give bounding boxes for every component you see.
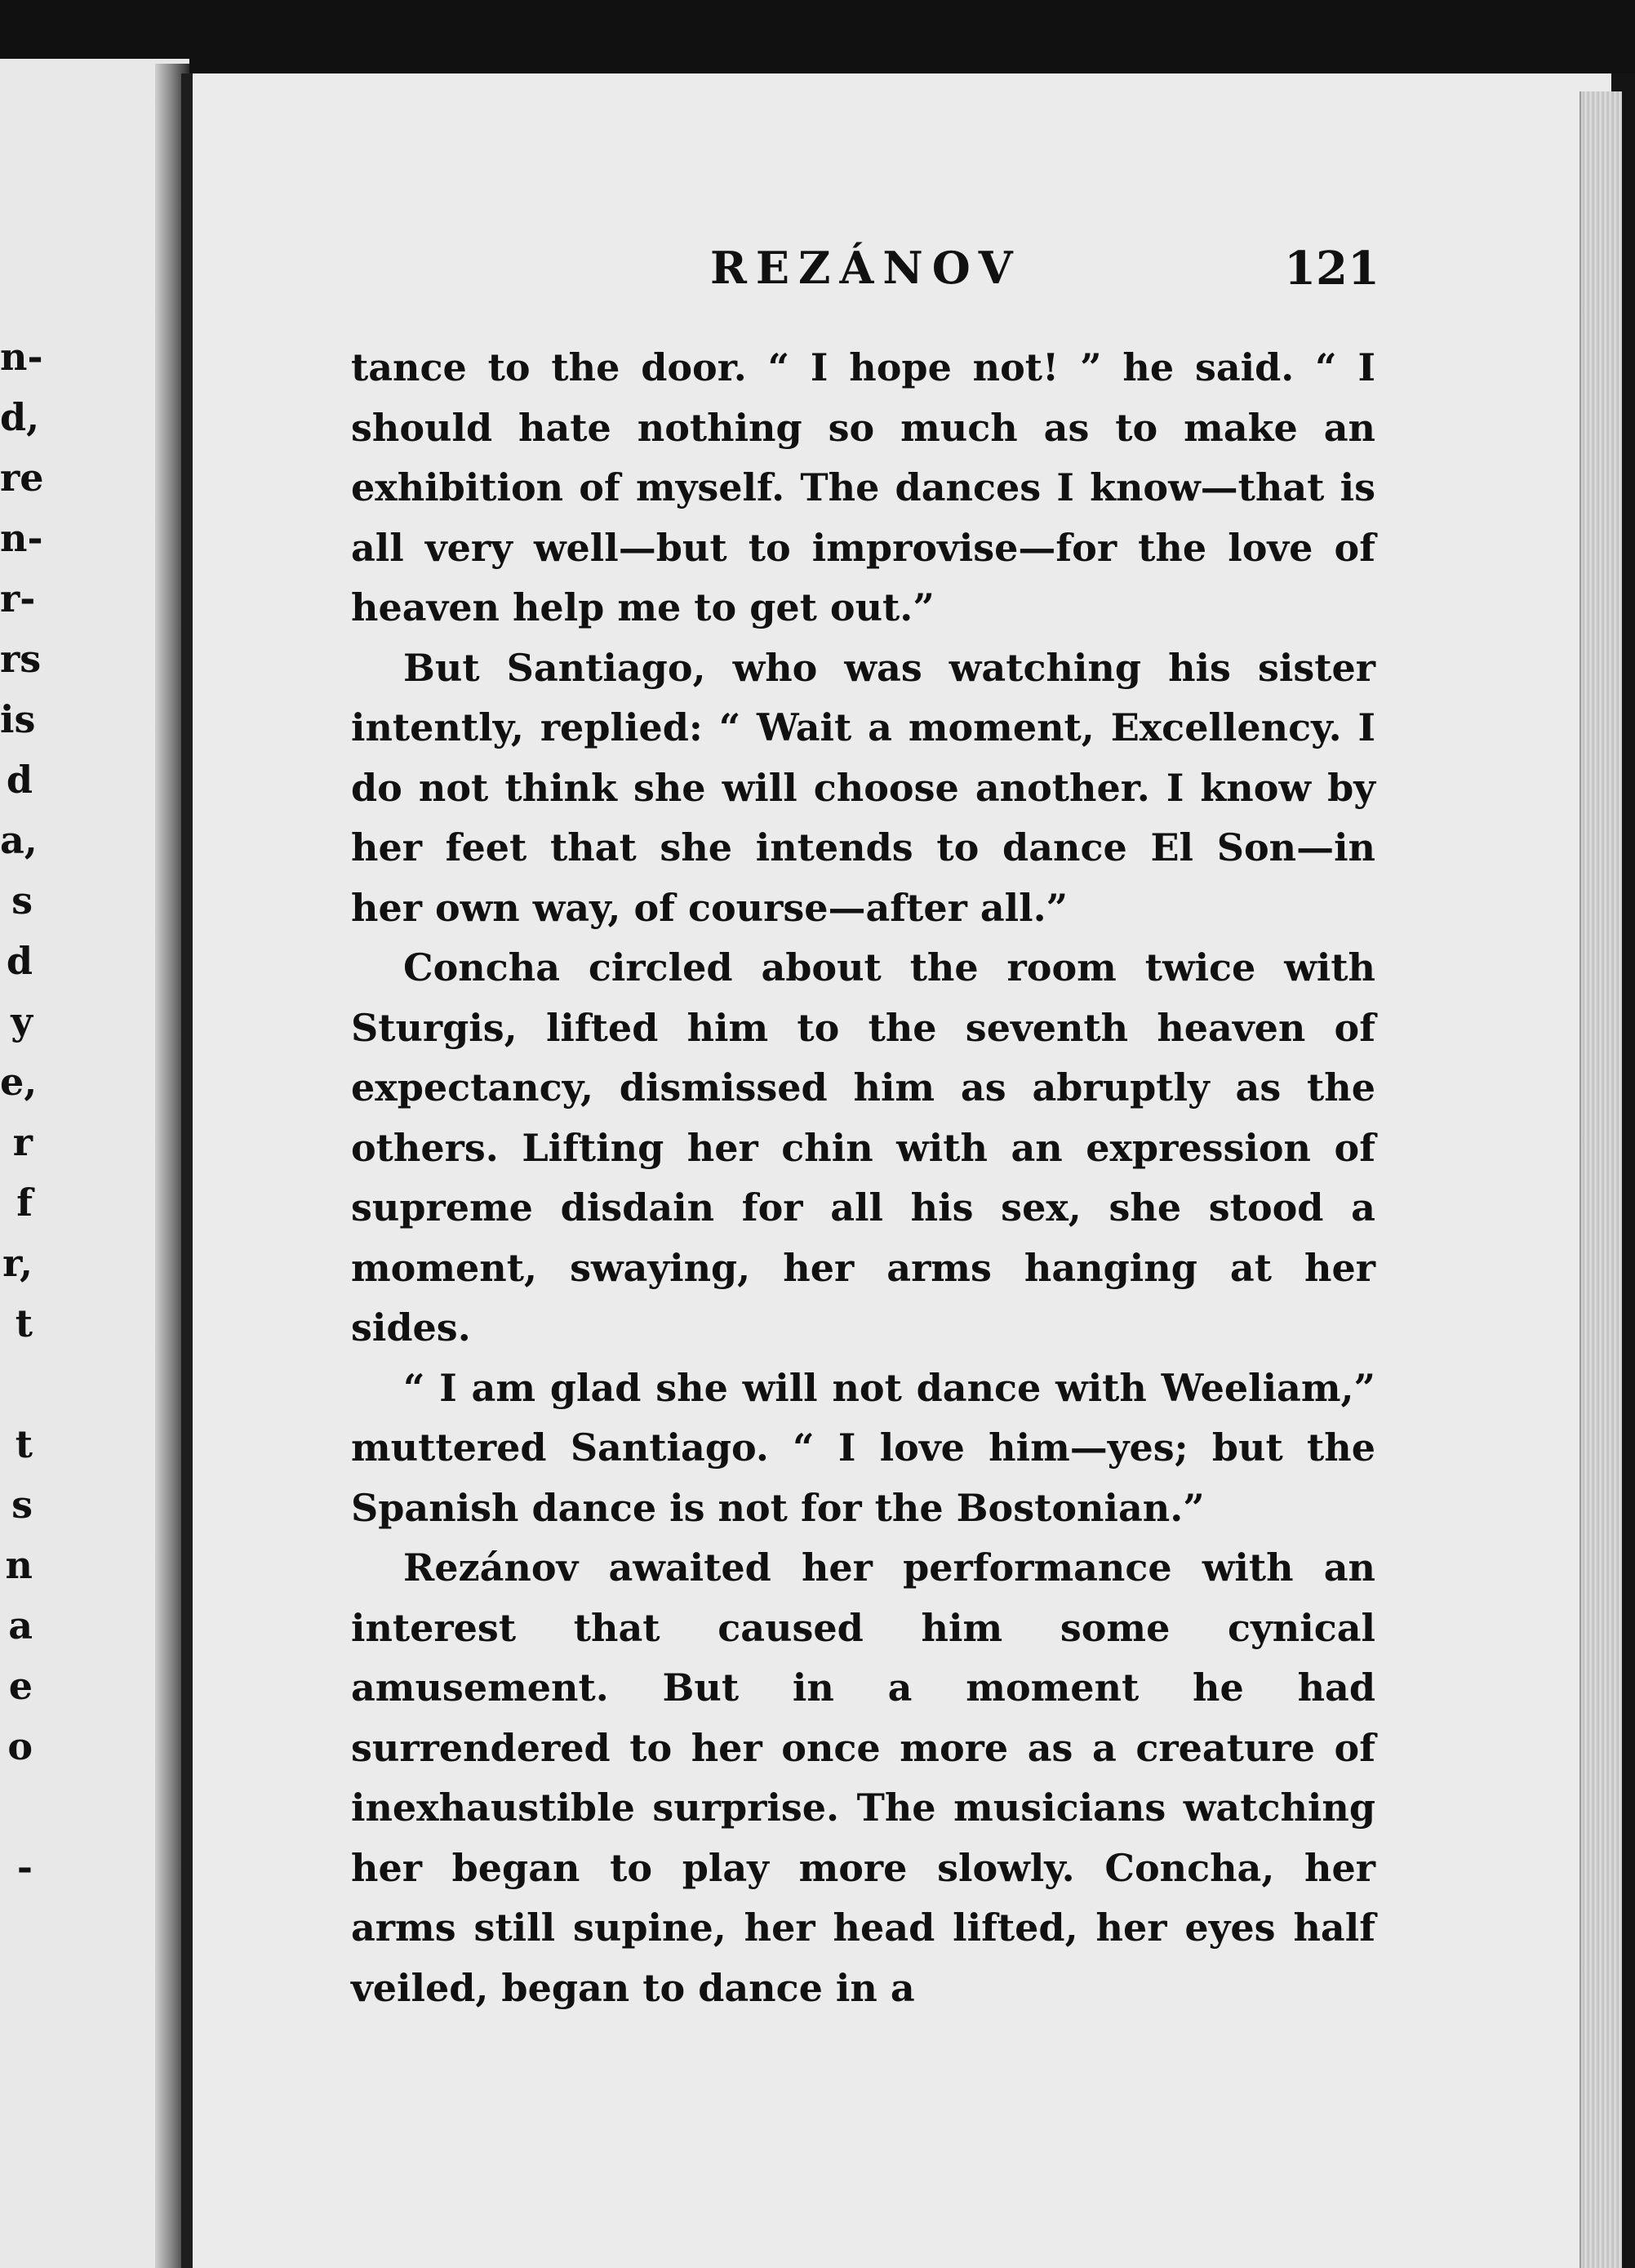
left-page-fragment: is (0, 697, 36, 741)
paragraph: But Santiago, who was watching his sister intently, replied: “ Wait a moment, Excellency. I do not think she will choose another. I know by her feet that she intends to dance El Son—in her own way, of course—after all.” (351, 645, 1375, 930)
left-page-fragment: - (16, 1845, 33, 1889)
left-page-fragment: a (8, 1603, 33, 1648)
left-page-fragment: f (16, 1181, 33, 1225)
paragraph: “ I am glad she will not dance with Weeliam,” muttered Santiago. “ I love him—yes; but the Spanish dance is not for the Bostonian.” (351, 1365, 1375, 1530)
page-edges (1579, 91, 1622, 2268)
left-page-fragment: rs (0, 637, 42, 681)
paragraph: Concha circled about the room twice with Sturgis, lifted him to the seventh heaven of expectancy, dismissed him as abruptly as the others. Lifting her chin with an expression of supreme disdain for all his sex, she stood a moment, swaying, her arms hanging at her sides. (351, 945, 1375, 1350)
left-page-fragment: r, (2, 1241, 33, 1285)
left-page-fragment: t (15, 1422, 33, 1466)
left-page-fragment: n- (0, 335, 43, 379)
left-page-fragment: n- (0, 516, 43, 560)
running-head: REZÁNOV (710, 242, 1022, 294)
left-page-fragment (0, 1354, 33, 1414)
left-page-fragment (0, 1777, 33, 1837)
left-page-text-fragments (0, 327, 44, 1897)
left-page-fragment: y (11, 999, 33, 1043)
left-page-fragment: n (5, 1543, 33, 1587)
left-page-fragment: s (11, 878, 33, 923)
left-page-fragment: o (7, 1724, 33, 1768)
paragraph: tance to the door. “ I hope not! ” he said. “ I should hate nothing so much as to make an exhibition of myself. The dances I know—that is all very well—but to improvise—for the love of heaven help me to get out.” (351, 345, 1375, 629)
left-page-fragment: a, (0, 818, 38, 862)
body-text (351, 338, 1375, 2018)
left-page-fragment: t (15, 1301, 33, 1345)
left-page-fragment: s (11, 1483, 33, 1527)
left-page-fragment: e (8, 1664, 33, 1708)
paragraph: Rezánov awaited her performance with an interest that caused him some cynical amusement. But in a moment he had surrendered to her once more as a creature of inexhaustible surprise. The musicians watching her began to play more slowly. Concha, her arms still supine, her head lifted, her eyes half veiled, began to dance in a (351, 1545, 1375, 2010)
left-page-fragment: d, (0, 395, 40, 439)
left-page-fragment: d (6, 758, 33, 802)
left-page-fragment: e, (0, 1060, 38, 1104)
page-header (351, 242, 1380, 307)
page-number: 121 (1284, 242, 1380, 296)
left-page-fragment: r- (0, 576, 36, 620)
left-page-fragment: r (12, 1120, 33, 1164)
left-page-fragment: d (6, 939, 33, 983)
left-page-fragment: re (0, 456, 44, 500)
scan-top-background (0, 0, 1635, 73)
